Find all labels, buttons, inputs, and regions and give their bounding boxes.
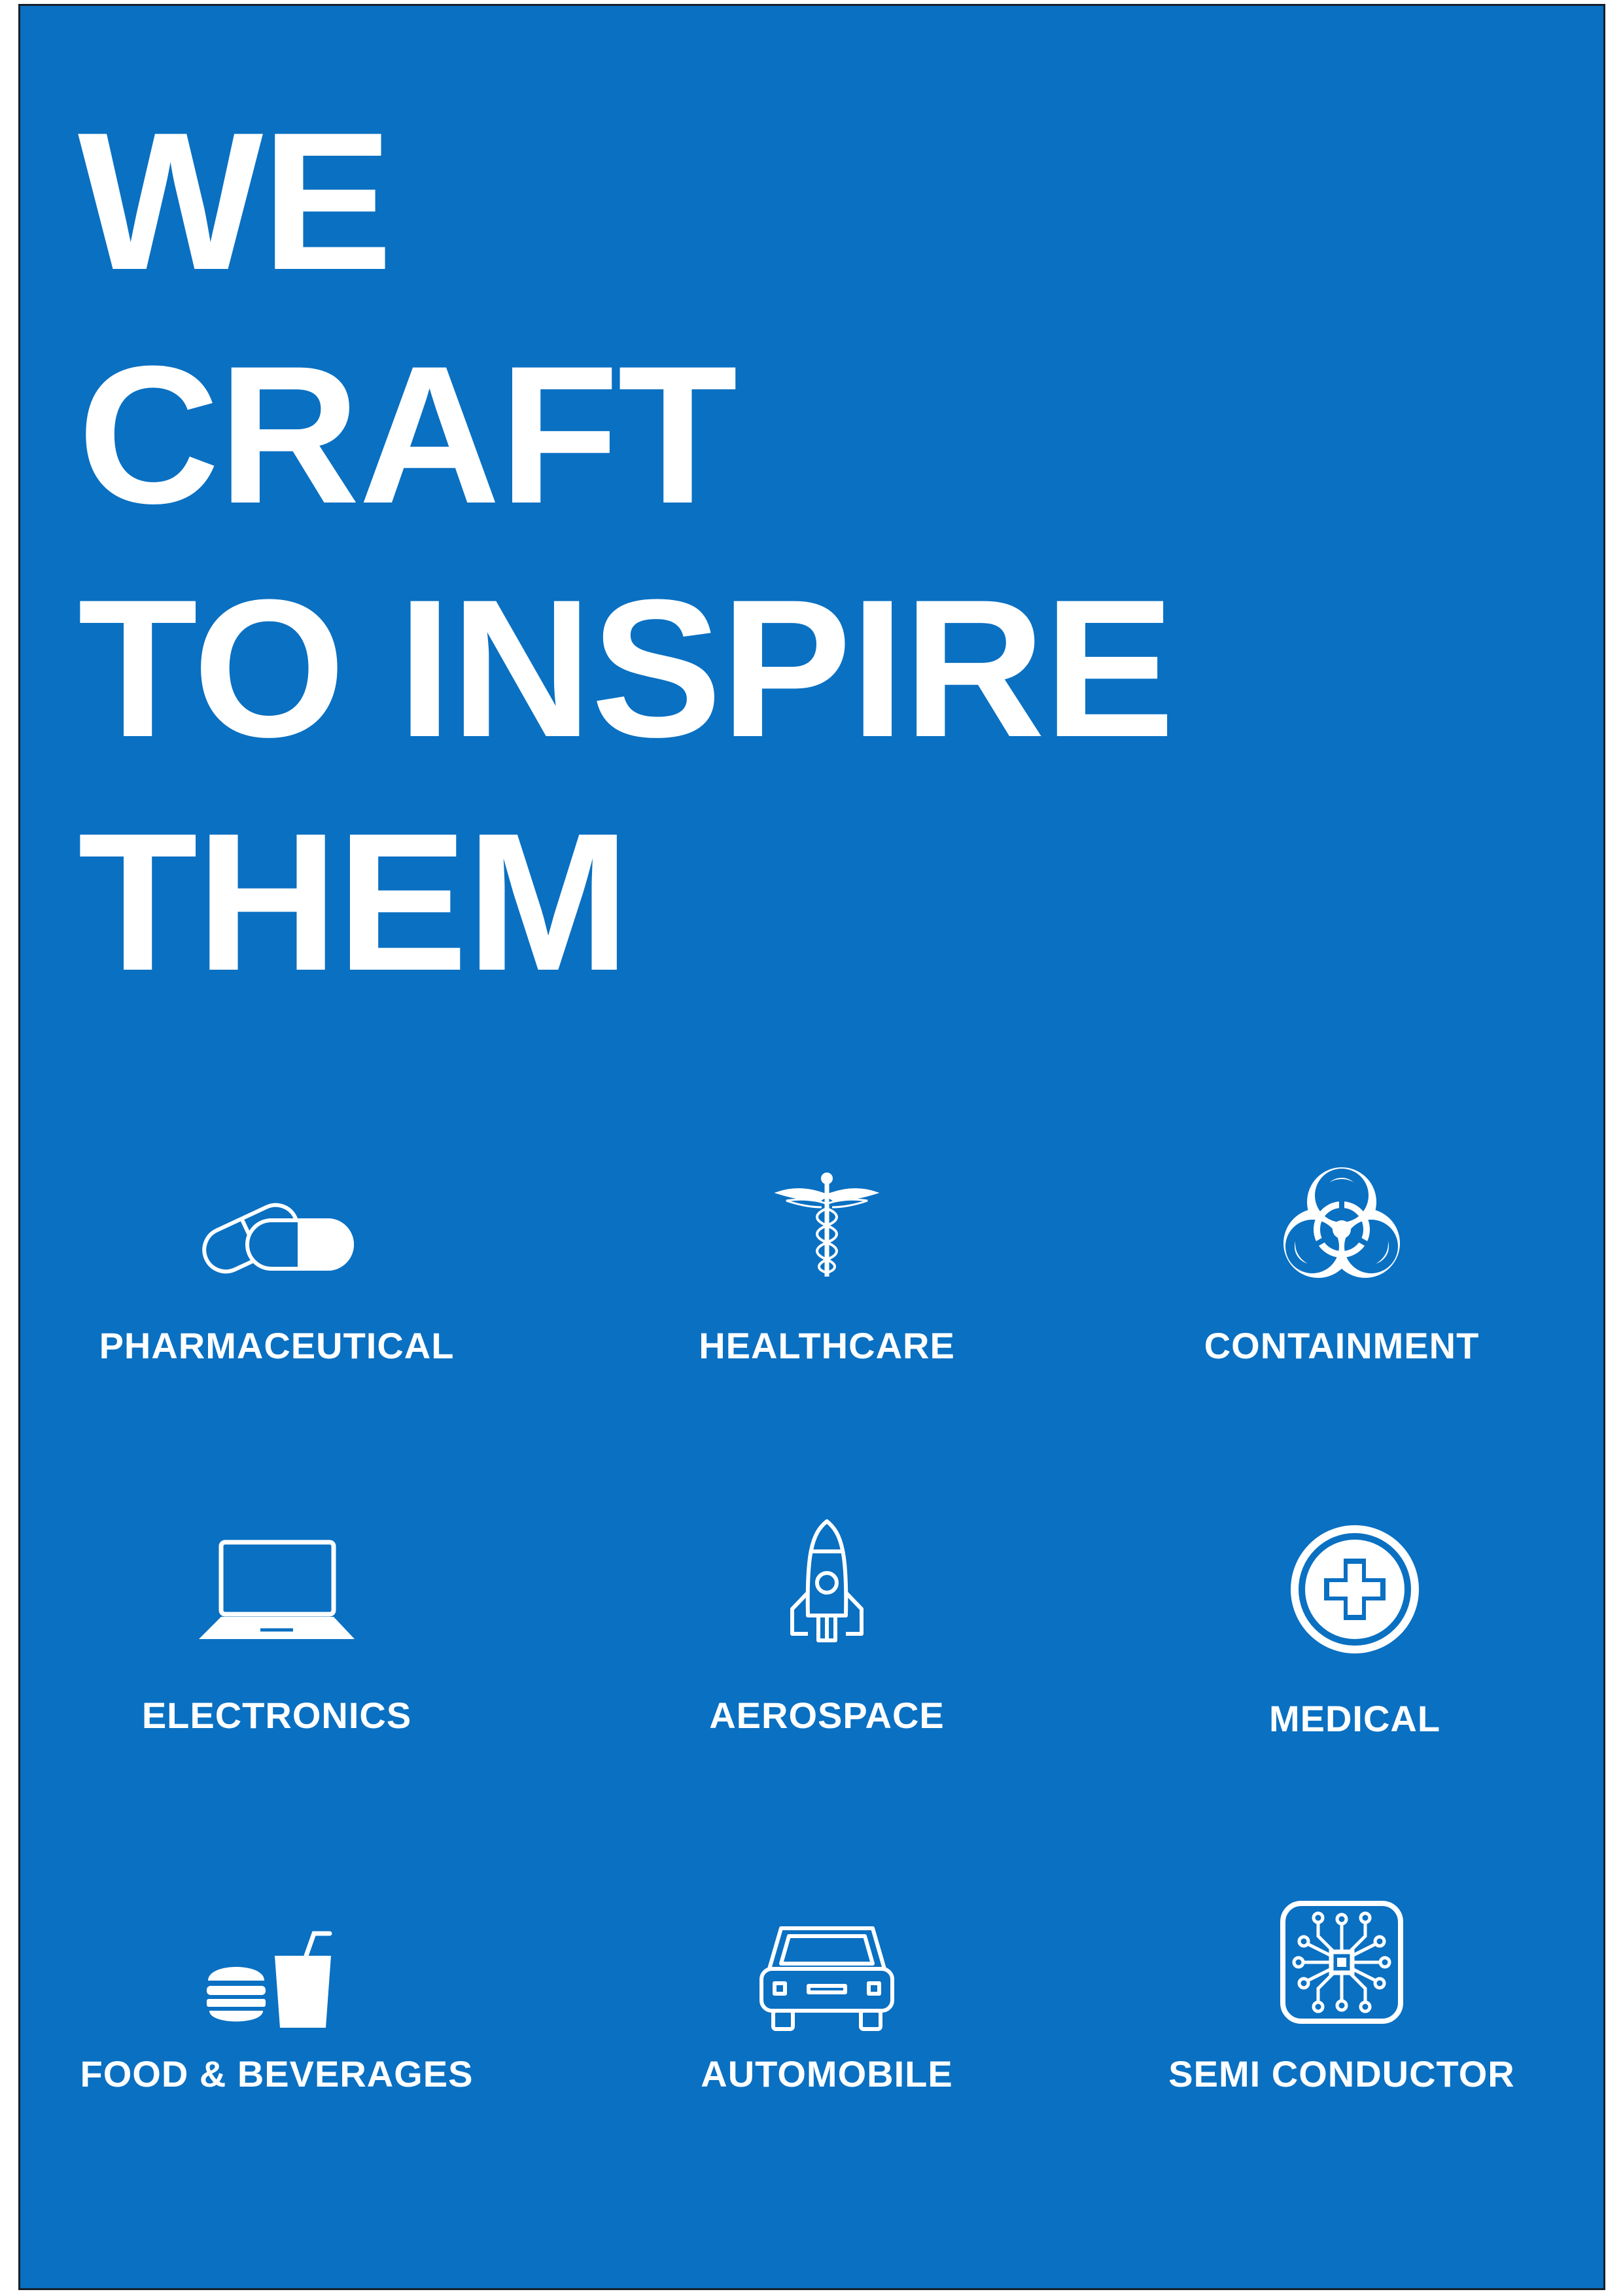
sector-label: AEROSPACE bbox=[709, 1695, 945, 1736]
headline bbox=[78, 84, 1174, 1019]
headline-line-2: CRAFT bbox=[78, 325, 737, 544]
sector-pharmaceutical bbox=[28, 1144, 525, 1380]
sector-food-beverages bbox=[28, 1884, 525, 2119]
laptop-icon bbox=[195, 1530, 358, 1642]
sector-label: HEALTHCARE bbox=[699, 1325, 955, 1366]
sector-label: PHARMACEUTICAL bbox=[99, 1325, 455, 1366]
biohazard-icon bbox=[1270, 1157, 1414, 1295]
sector-label: MEDICAL bbox=[1268, 1698, 1441, 1739]
sector-label: ELECTRONICS bbox=[141, 1695, 412, 1736]
rocket-icon bbox=[778, 1517, 876, 1648]
sector-label: CONTAINMENT bbox=[1204, 1325, 1480, 1366]
pill-capsules-icon bbox=[192, 1184, 362, 1282]
headline-line-1: WE bbox=[78, 91, 392, 311]
sector-automobile bbox=[578, 1884, 1075, 2119]
sector-medical bbox=[1106, 1517, 1603, 1753]
sector-containment bbox=[1093, 1144, 1590, 1380]
sector-label: SEMI CONDUCTOR bbox=[1168, 2053, 1515, 2094]
headline-line-3: TO INSPIRE bbox=[78, 558, 1174, 778]
medical-cross-icon bbox=[1286, 1521, 1423, 1658]
microchip-icon bbox=[1276, 1897, 1407, 2028]
burger-drink-icon bbox=[201, 1930, 352, 2034]
sector-healthcare bbox=[578, 1144, 1075, 1380]
sector-semi-conductor bbox=[1093, 1884, 1590, 2119]
sector-label: FOOD & BEVERAGES bbox=[80, 2053, 474, 2094]
sector-label: AUTOMOBILE bbox=[701, 2053, 953, 2094]
poster bbox=[18, 4, 1605, 2290]
sector-electronics bbox=[28, 1517, 525, 1753]
car-icon bbox=[755, 1923, 899, 2034]
sector-aerospace bbox=[578, 1517, 1075, 1753]
headline-line-4: THEM bbox=[78, 792, 629, 1012]
caduceus-icon bbox=[775, 1171, 879, 1282]
